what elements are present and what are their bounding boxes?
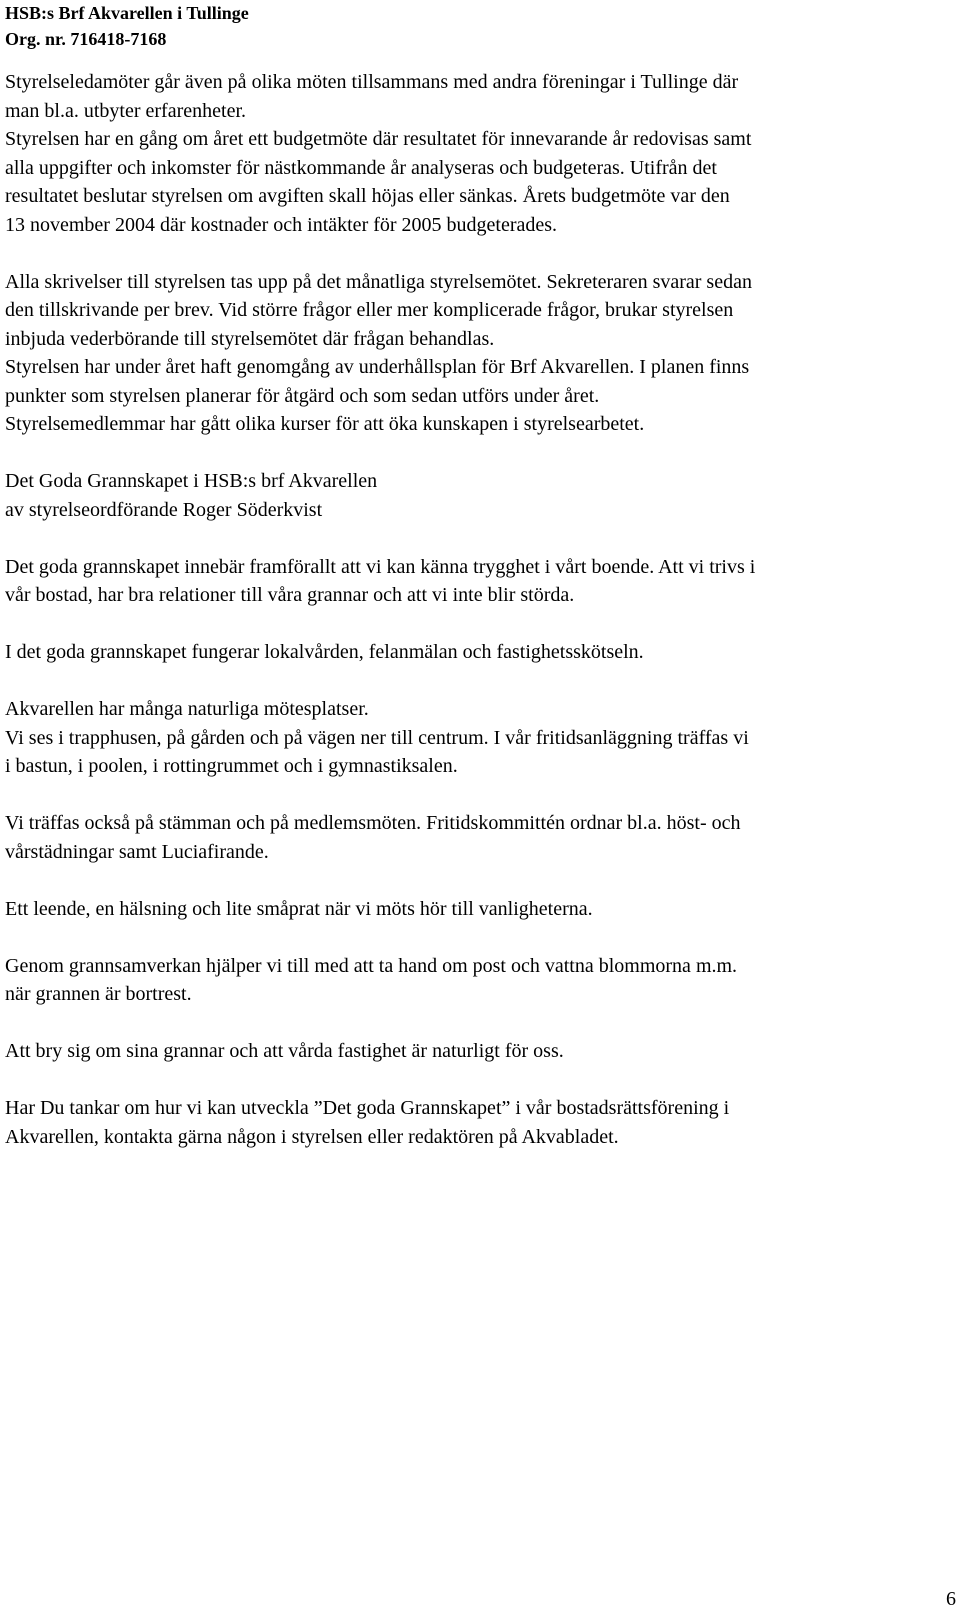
text-line: Styrelsen har en gång om året ett budgetmöte där resultatet för innevarande år redovisas samt <box>5 128 752 150</box>
text-line: Akvarellen, kontakta gärna någon i styrelsen eller redaktören på Akvabladet. <box>5 1125 619 1148</box>
text-line: I det goda grannskapet fungerar lokalvården, felanmälan och fastighetsskötseln. <box>5 641 644 663</box>
text-line: Styrelseledamöter går även på olika möten tillsammans med andra föreningar i Tullinge där <box>5 71 739 93</box>
paragraph-gap <box>5 1009 945 1038</box>
article-paragraph-6 <box>5 952 945 1009</box>
text-line: i bastun, i poolen, i rottingrummet och i gymnastiksalen. <box>5 755 458 777</box>
text-line: Att bry sig om sina grannar och att vårda fastighet är naturligt för oss. <box>5 1040 564 1062</box>
text-line: punkter som styrelsen planerar för åtgärd och som sedan utförs under året. <box>5 384 600 407</box>
article-title: Det Goda Grannskapet i HSB:s brf Akvarellen <box>5 470 378 492</box>
text-line: Vi träffas också på stämman och på medlemsmöten. Fritidskommittén ordnar bl.a. höst- och <box>5 812 741 834</box>
text-line: resultatet beslutar styrelsen om avgiften skall höjas eller sänkas. Årets budgetmöte var den <box>5 185 730 207</box>
text-line: man bl.a. utbyter erfarenheter. <box>5 99 246 122</box>
paragraph-gap <box>5 1066 945 1095</box>
document-body <box>5 68 945 1151</box>
paragraph-gap <box>5 524 945 553</box>
article-byline: av styrelseordförande Roger Söderkvist <box>5 498 323 521</box>
paragraph-gap <box>5 610 945 639</box>
text-line: Det goda grannskapet innebär framförallt att vi kan känna trygghet i vårt boende. Att vi trivs i <box>5 555 756 578</box>
article-heading <box>5 467 945 524</box>
text-line: den tillskrivande per brev. Vid större frågor eller mer komplicerade frågor, brukar styrelsen <box>5 299 734 321</box>
text-line: inbjuda vederbörande till styrelsemötet där frågan behandlas. <box>5 327 495 350</box>
text-line: vår bostad, har bra relationer till våra grannar och att vi inte blir störda. <box>5 584 575 606</box>
paragraph-gap <box>5 439 945 468</box>
text-line: Styrelsen har under året haft genomgång av underhållsplan för Brf Akvarellen. I planen finns <box>5 356 750 378</box>
text-line: alla uppgifter och inkomster för nästkommande år analyseras och budgeteras. Utifrån det <box>5 156 717 179</box>
text-line: Ett leende, en hälsning och lite småprat när vi möts hör till vanligheterna. <box>5 897 593 920</box>
board-paragraph-2 <box>5 268 945 439</box>
association-name: HSB:s Brf Akvarellen i Tullinge <box>5 3 249 23</box>
text-line: Genom grannsamverkan hjälper vi till med att ta hand om post och vattna blommorna m.m. <box>5 954 738 977</box>
paragraph-gap <box>5 866 945 895</box>
document-header <box>5 0 249 52</box>
paragraph-gap <box>5 239 945 268</box>
text-line: vårstädningar samt Luciafirande. <box>5 840 269 863</box>
article-paragraph-2 <box>5 638 945 667</box>
article-paragraph-1 <box>5 553 945 610</box>
article-paragraph-5 <box>5 895 945 924</box>
text-line: Alla skrivelser till styrelsen tas upp på det månatliga styrelsemötet. Sekreteraren svarar sedan <box>5 270 752 293</box>
org-number: Org. nr. 716418-7168 <box>5 29 167 49</box>
text-line: Styrelsemedlemmar har gått olika kurser för att öka kunskapen i styrelsearbetet. <box>5 413 645 435</box>
text-line: 13 november 2004 där kostnader och intäkter för 2005 budgeterades. <box>5 213 558 236</box>
paragraph-gap <box>5 667 945 696</box>
article-paragraph-3 <box>5 695 945 781</box>
text-line: Har Du tankar om hur vi kan utveckla ”Det goda Grannskapet” i vår bostadsrättsförening i <box>5 1097 730 1119</box>
page-number: 6 <box>946 1588 956 1610</box>
article-paragraph-8 <box>5 1094 945 1151</box>
paragraph-gap <box>5 923 945 952</box>
text-line: Vi ses i trapphusen, på gården och på vägen ner till centrum. I vår fritidsanläggning träffas vi <box>5 726 749 749</box>
text-line: Akvarellen har många naturliga mötesplatser. <box>5 698 369 720</box>
article-paragraph-7 <box>5 1037 945 1066</box>
board-paragraph-1 <box>5 68 945 239</box>
text-line: när grannen är bortrest. <box>5 983 192 1005</box>
article-paragraph-4 <box>5 809 945 866</box>
paragraph-gap <box>5 781 945 810</box>
